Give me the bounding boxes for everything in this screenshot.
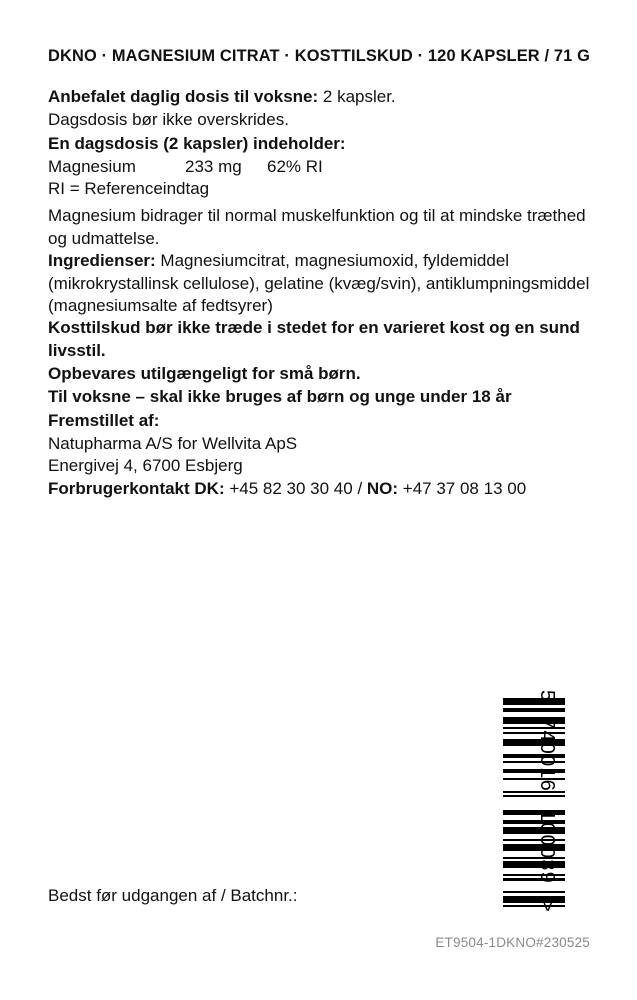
manufacturer-label: Fremstillet af: (48, 411, 160, 430)
ingredients-label: Ingredienser: (48, 251, 156, 270)
barcode-lead-digit: 5 (536, 690, 558, 703)
storage-warning-line2: Til voksne – skal ikke bruges af børn og unge under 18 år (48, 386, 512, 406)
best-before-batch-label: Bedst før udgangen af / Batchnr.: (48, 886, 298, 905)
page-title: DKNO · MAGNESIUM CITRAT · KOSTTILSKUD · 120 KAPSLER / 71 G (48, 47, 591, 65)
storage-warning-line1: Opbevares utilgængeligt for små børn. (48, 364, 361, 383)
varied-diet-warning: Kosttilskud bør ikke træde i stedet for en varieret kost og en sund livsstil. (48, 318, 580, 360)
contact-label-dk: Forbrugerkontakt DK: (48, 479, 225, 498)
daily-intake-note: Dagsdosis bør ikke overskrides. (48, 109, 289, 129)
manufacturer-address: Energivej 4, 6700 Esbjerg (48, 456, 243, 475)
contact-label-no: NO: (366, 479, 399, 498)
manufacturer-section (48, 410, 590, 478)
daily-intake-line (48, 86, 590, 109)
consumer-contact-section (48, 478, 590, 501)
barcode-end-mark: > (536, 900, 558, 913)
nutrient-amount: 233 mg (185, 157, 242, 176)
manufacturer-name: Natupharma A/S for Wellvita ApS (48, 433, 298, 453)
barcode-right-group: 100039 (536, 810, 558, 884)
nutrient-ri-percent: 62% RI (267, 157, 323, 176)
health-claim-text: Magnesium bidrager til normal muskelfunktion og til at mindske træthed og udmattelse. (48, 206, 586, 248)
daily-intake-section (48, 86, 590, 131)
storage-warning-section (48, 363, 590, 408)
dosage-heading: En dagsdosis (2 kapsler) indeholder: (48, 134, 346, 153)
ri-footnote: RI = Referenceindtag (48, 179, 210, 198)
daily-intake-value: 2 kapsler. (318, 87, 396, 106)
ingredients-section (48, 250, 590, 318)
barcode-left-group: 740016 (536, 718, 558, 792)
daily-intake-label: Anbefalet daglig dosis til voksne: (48, 87, 319, 106)
nutrient-name: Magnesium (48, 157, 136, 176)
barcode-digits (534, 688, 560, 920)
contact-phone-dk: +45 82 30 30 40 / (224, 479, 367, 498)
barcode (496, 688, 592, 920)
contact-phone-no: +47 37 08 13 00 (398, 479, 527, 498)
ingredients-value: Magnesiumcitrat, magnesiumoxid, fyldemiddel (mikrokrystallinsk cellulose), gelatine (kvæg/svin), antiklumpningsmiddel (magnesiumsalte af fedtsyrer) (48, 251, 590, 315)
print-reference-code: ET9504-1DKNO#230525 (435, 935, 590, 950)
